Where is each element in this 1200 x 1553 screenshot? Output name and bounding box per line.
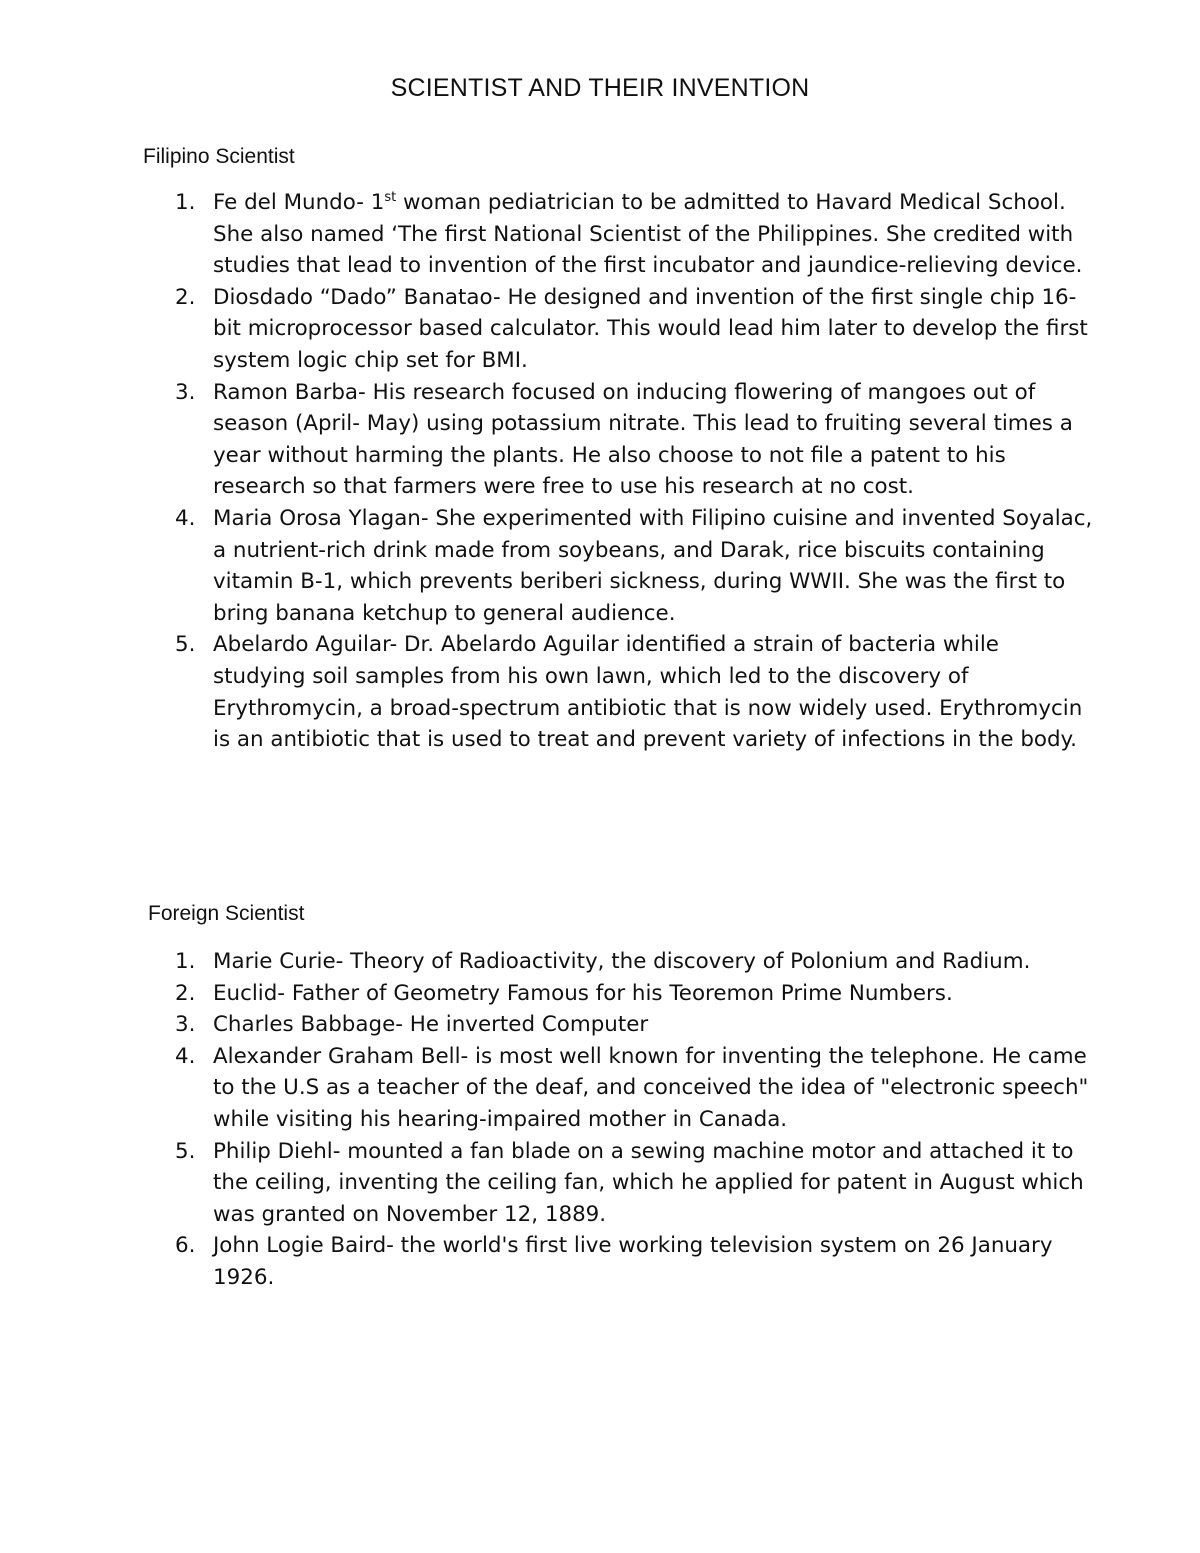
list-item-text: Diosdado “Dado” Banatao- He designed and invention of the first single chip 16-bit microprocessor based calculator. This would lead him later to develop the first system logic chip set for BMI. (213, 284, 1088, 373)
list-item-text: Charles Babbage- He inverted Computer (213, 1012, 649, 1038)
filipino-scientist-list (175, 187, 1093, 756)
list-item (175, 503, 1093, 629)
list-item-text: Philip Diehl- mounted a fan blade on a sewing machine motor and attached it to the ceiling, inventing the ceiling fan, which he applied for patent in August which was granted on November 12, 1889. (213, 1138, 1084, 1227)
list-item (175, 978, 1093, 1010)
list-item-number: 2. (175, 980, 196, 1006)
list-item (175, 1136, 1093, 1231)
list-item (175, 1230, 1093, 1293)
list-item (175, 1041, 1093, 1136)
foreign-scientist-list (175, 946, 1093, 1294)
list-item (175, 282, 1093, 377)
list-item-number: 3. (175, 1012, 196, 1038)
list-item-number: 3. (175, 379, 196, 405)
list-item (175, 377, 1093, 503)
list-item-text: Alexander Graham Bell- is most well known for inventing the telephone. He came to the U.S as a teacher of the deaf, and conceived the idea of "electronic speech" while visiting his hearing-impaired mother in Canada. (213, 1043, 1089, 1132)
list-item (175, 629, 1093, 755)
list-item-text: Euclid- Father of Geometry Famous for his Teoremon Prime Numbers. (213, 980, 953, 1006)
list-item-text: Abelardo Aguilar- Dr. Abelardo Aguilar identified a strain of bacteria while studying soil samples from his own lawn, which led to the discovery of Erythromycin, a broad-spectrum antibiotic that is now widely used. Erythromycin is an antibiotic that is used to treat and prevent variety of infections in the body. (213, 632, 1083, 753)
list-item (175, 187, 1093, 282)
list-item (175, 946, 1093, 978)
list-item-text: Ramon Barba- His research focused on inducing flowering of mangoes out of season (April- May) using potassium nitrate. This lead to fruiting several times a year without harming the plants. He also choose to not file a patent to his research so that farmers were free to use his research at no cost. (213, 379, 1073, 500)
list-item-text: John Logie Baird- the world's first live working television system on 26 January 1926. (213, 1233, 1053, 1290)
list-item-number: 4. (175, 505, 196, 531)
list-item-text: Marie Curie- Theory of Radioactivity, the discovery of Polonium and Radium. (213, 949, 1031, 974)
list-item-number: 1. (175, 949, 196, 974)
list-item-number: 5. (175, 632, 196, 658)
list-item-number: 6. (175, 1233, 196, 1259)
list-item-number: 1. (175, 190, 196, 215)
document-title: SCIENTIST AND THEIR INVENTION (390, 74, 810, 102)
list-item-text: Maria Orosa Ylagan- She experimented with Filipino cuisine and invented Soyalac, a nutrient-rich drink made from soybeans, and Darak, rice biscuits containing vitamin B-1, which prevents beriberi sickness, during WWII. She was the first to bring banana ketchup to general audience. (213, 505, 1093, 626)
list-item-number: 2. (175, 284, 196, 310)
section-heading-filipino: Filipino Scientist (143, 145, 295, 168)
list-item-number: 4. (175, 1043, 196, 1069)
list-item-text-start: Fe del Mundo- 1 (213, 190, 385, 215)
ordinal-suffix: st (384, 190, 397, 205)
list-item-text-end: woman pediatrician to be admitted to Havard Medical School. She also named ‘The first National Scientist of the Philippines. She credited with studies that lead to invention of the first incubator and jaundice-relieving device. (213, 190, 1083, 279)
list-item-number: 5. (175, 1138, 196, 1164)
list-item (175, 1009, 1093, 1041)
section-heading-foreign: Foreign Scientist (148, 902, 305, 925)
